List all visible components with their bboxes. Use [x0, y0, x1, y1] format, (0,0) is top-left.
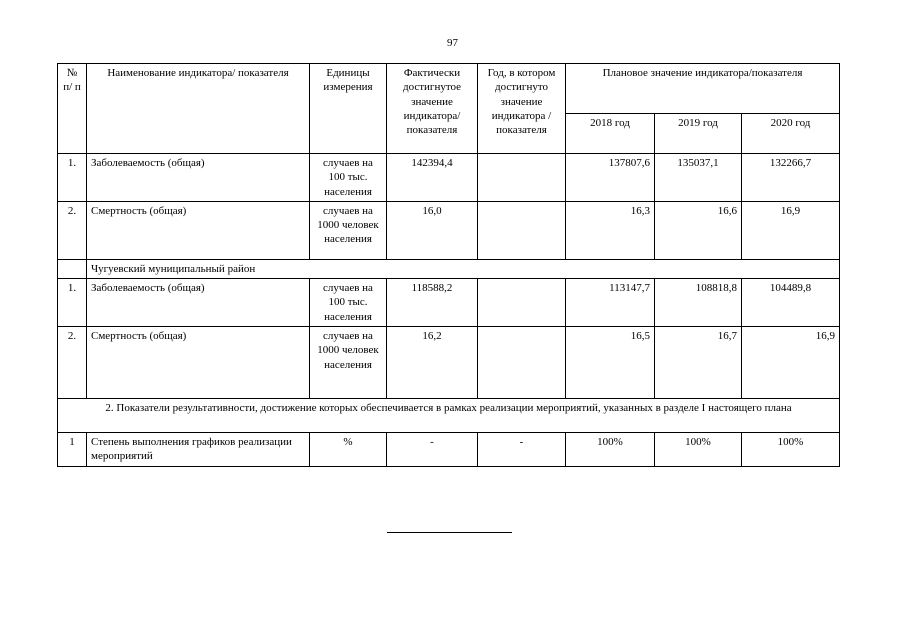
section-row: [58, 399, 840, 433]
col-header-num: № п/ п: [58, 64, 87, 154]
district-title: Чугуевский муниципальный район: [87, 259, 387, 278]
cell-units: %: [310, 433, 387, 467]
header-row: [58, 64, 840, 114]
col-header-actual: Фактически достигнутое значение индикатора/ показателя: [387, 64, 478, 154]
cell-actual: -: [387, 433, 478, 467]
col-header-2019: 2019 год: [655, 114, 742, 154]
cell-num: 1.: [58, 154, 87, 202]
cell-name: Заболеваемость (общая): [87, 154, 310, 202]
cell-units: случаев на 100 тыс. населения: [310, 279, 387, 327]
cell-name: Смертность (общая): [87, 201, 310, 259]
cell-2018: 137807,6: [566, 154, 655, 202]
cell-actual: 118588,2: [387, 279, 478, 327]
cell-year: [478, 201, 566, 259]
footer-divider: [387, 532, 512, 533]
cell-2020: 16,9: [742, 327, 840, 399]
cell-num: 1.: [58, 279, 87, 327]
cell-2019: 135037,1: [655, 154, 742, 202]
col-header-2020: 2020 год: [742, 114, 840, 154]
cell-actual: 16,0: [387, 201, 478, 259]
col-header-units: Единицы измерения: [310, 64, 387, 154]
district-row: [58, 259, 840, 278]
cell-2019: 16,6: [655, 201, 742, 259]
cell-2018: 16,3: [566, 201, 655, 259]
cell-2020: 100%: [742, 433, 840, 467]
indicators-table: [57, 63, 840, 467]
cell-units: случаев на 1000 человек населения: [310, 201, 387, 259]
table-row: [58, 327, 840, 399]
table-row: [58, 433, 840, 467]
cell-year: [478, 154, 566, 202]
col-header-name: Наименование индикатора/ показателя: [87, 64, 310, 154]
cell-num: 2.: [58, 327, 87, 399]
table-row: [58, 201, 840, 259]
table-row: [58, 279, 840, 327]
col-header-planned: Плановое значение индикатора/показателя: [566, 64, 840, 114]
cell-name: Смертность (общая): [87, 327, 310, 399]
cell-2019: 100%: [655, 433, 742, 467]
cell-2018: 100%: [566, 433, 655, 467]
cell-units: случаев на 100 тыс. населения: [310, 154, 387, 202]
cell-name: Степень выполнения графиков реализации мероприятий: [87, 433, 310, 467]
cell-name: Заболеваемость (общая): [87, 279, 310, 327]
cell-num: 2.: [58, 201, 87, 259]
col-header-year: Год, в котором достигнуто значение индикатора /показателя: [478, 64, 566, 154]
cell-year: [478, 279, 566, 327]
cell-year: -: [478, 433, 566, 467]
cell-2020: 16,9: [742, 201, 840, 259]
table-row: [58, 154, 840, 202]
cell-2020: 104489,8: [742, 279, 840, 327]
cell-2018: 113147,7: [566, 279, 655, 327]
section-title: 2. Показатели результативности, достижение которых обеспечивается в рамках реализации мероприятий, указанных в разделе I настоящего плана: [58, 399, 840, 433]
cell-2020: 132266,7: [742, 154, 840, 202]
cell-2019: 108818,8: [655, 279, 742, 327]
cell-actual: 142394,4: [387, 154, 478, 202]
col-header-2018: 2018 год: [566, 114, 655, 154]
cell-num: 1: [58, 433, 87, 467]
page-number: 97: [447, 37, 458, 49]
cell-actual: 16,2: [387, 327, 478, 399]
cell-units: случаев на 1000 человек населения: [310, 327, 387, 399]
cell-year: [478, 327, 566, 399]
cell-2019: 16,7: [655, 327, 742, 399]
cell-2018: 16,5: [566, 327, 655, 399]
